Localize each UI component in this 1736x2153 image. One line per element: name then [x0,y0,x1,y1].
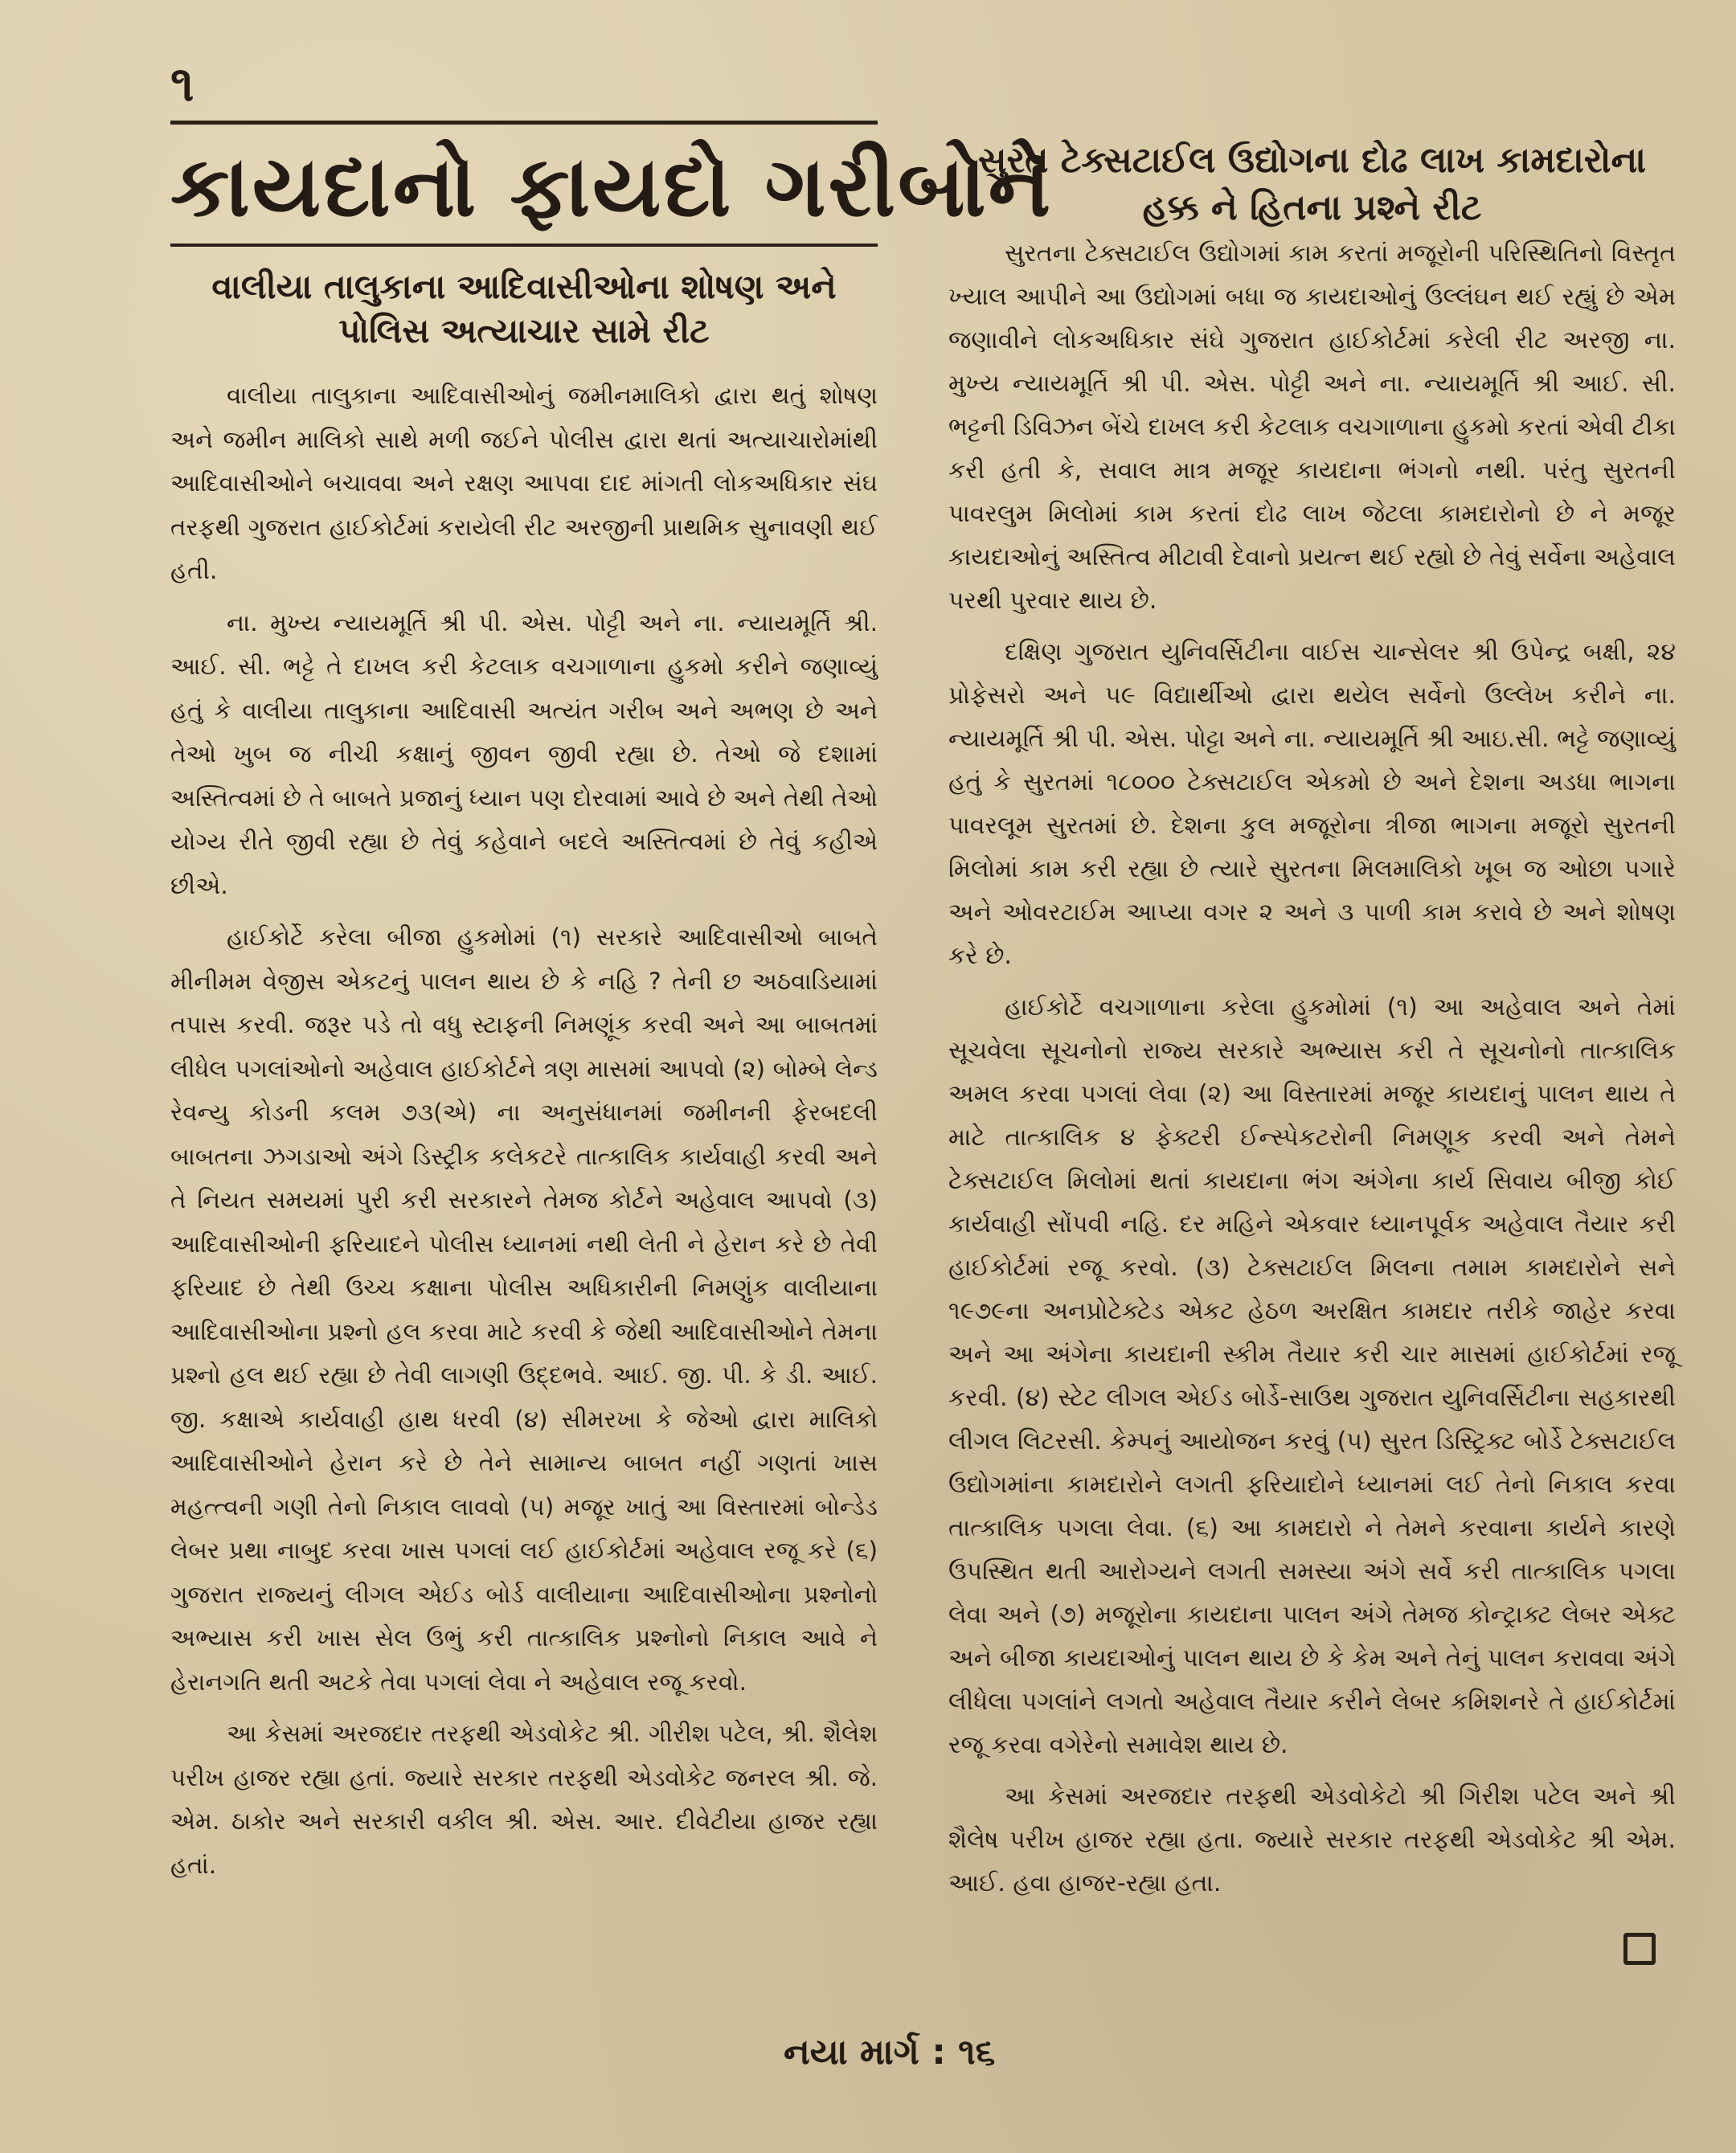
page-footer: નયા માર્ગ : ૧૬ [784,2032,996,2073]
right-article-headline: સુરત ટેક્સટાઈલ ઉદ્યોગના દોઢ લાખ કામદારોના હક્ક ને હિતના પ્રશ્ને રીટ [977,140,1647,229]
end-square-icon [1623,1933,1656,1965]
article-title: કાયદાનો ફાયદો ગરીબોને [170,137,1054,235]
corner-mark: ૧ [170,56,194,113]
article-subtitle: વાલીયા તાલુકાના આદિવાસીઓના શોષણ અને પોલિસ અત્યાચાર સામે રીટ [211,266,837,351]
right-article [948,137,1676,1985]
right-paragraph-3: હાઈકોર્ટે વચગાળાના કરેલા હુકમોમાં (૧) આ અહેવાલ અને તેમાં સૂચવેલા સૂચનોનો રાજ્ય સરકારે અભ્યાસ કરી તે સૂચનોનો તાત્કાલિક અમલ કરવા પગલાં લેવા (૨) આ વિસ્તારમાં મજૂર કાયદાનું પાલન થાય તે માટે તાત્કાલિક ૪ ફેક્ટરી ઈન્સ્પેકટરોની નિમણૂક કરવી અને તેમને ટેક્સટાઈલ મિલોમાં થતાં કાયદાના ભંગ અંગેના કાર્ય સિવાય બીજી કોઈ કાર્યવાહી સોંપવી નહિ. દર મહિને એકવાર ધ્યાનપૂર્વક અહેવાલ તૈયાર કરી હાઈકોર્ટમાં રજૂ કરવો. (૩) ટેક્સટાઈલ મિલના તમામ કામદારોને સને ૧૯૭૯ના અનપ્રોટેક્ટેડ એકટ હેઠળ અરક્ષિત કામદાર તરીકે જાહેર કરવા અને આ અંગેના કાયદાની સ્કીમ તૈયાર કરી ચાર માસમાં હાઈકોર્ટમાં રજૂ કરવી. (૪) સ્ટેટ લીગલ એઈડ બોર્ડે-સાઉથ ગુજરાત યુનિવર્સિટીના સહકારથી લીગલ લિટરસી. કેમ્પનું આયોજન કરવું (૫) સુરત ડિસ્ટ્રિક્ટ બોર્ડે ટેક્સટાઈલ ઉદ્યોગમાંના કામદારોને લગતી ફરિયાદોને ધ્યાનમાં લઈ તેનો નિકાલ કરવા તાત્કાલિક પગલા લેવા. (૬) આ કામદારો ને તેમને કરવાના કાર્યને કારણે ઉપસ્થિત થતી આરોગ્યને લગતી સમસ્યા અંગે સર્વે કરી તાત્કાલિક પગલા લેવા અને (૭) મજૂરોના કાયદાના પાલન અંગે તેમજ કોન્ટ્રાક્ટ લેબર એક્ટ અને બીજા કાયદાઓનું પાલન થાય છે કે કેમ અને તેનું પાલન કરાવવા અંગે લીધેલા પગલાંને લગતો અહેવાલ તૈયાર કરીને લેબર કમિશનરે તે હાઈકોર્ટમાં રજૂ કરવા વગેરેનો સમાવેશ થાય છે. [948,993,1676,1759]
left-article [170,121,1054,1969]
right-paragraph-2: દક્ષિણ ગુજરાત યુનિવર્સિટીના વાઈસ ચાન્સેલર શ્રી ઉપેન્દ્ર બક્ષી, ૨૪ પ્રોફેસરો અને ૫૯ વિદ્યાર્થીઓ દ્વારા થયેલ સર્વેનો ઉલ્લેખ કરીને ના. ન્યાયમૂર્તિ શ્રી પી. એસ. પોટ્ટા અને ના. ન્યાયમૂર્તિ શ્રી આઇ.સી. ભટ્ટે જણાવ્યું હતું કે સુરતમાં ૧૮૦૦૦ ટેક્સટાઈલ એકમો છે અને દેશના અડધા ભાગના પાવરલૂમ સુરતમાં છે. દેશના કુલ મજૂરોના ત્રીજા ભાગના મજૂરો સુરતની મિલોમાં કામ કરી રહ્યા છે ત્યારે સુરતના મિલમાલિકો ખૂબ જ ઓછા પગારે અને ઓવરટાઈમ આપ્યા વગર ૨ અને ૩ પાળી કામ કરાવે છે અને શોષણ કરે છે. [948,637,1676,970]
left-paragraph-3: હાઈકોર્ટે કરેલા બીજા હુકમોમાં (૧) સરકારે આદિવાસીઓ બાબતે મીનીમમ વેજીસ એકટનું પાલન થાય છે કે નહિ ? તેની છ અઠવાડિયામાં તપાસ કરવી. જરૂર પડે તો વધુ સ્ટાફની નિમણૂંક કરવી અને આ બાબતમાં લીધેલ પગલાંઓનો અહેવાલ હાઈકોર્ટને ત્રણ માસમાં આપવો (૨) બોમ્બે લેન્ડ રેવન્યુ કોડની કલમ ૭૩(એ) ના અનુસંધાનમાં જમીનની ફેરબદલી બાબતના ઝગડાઓ અંગે ડિસ્ટ્રીક કલેકટરે તાત્કાલિક કાર્યવાહી કરવી અને તે નિયત સમયમાં પુરી કરી સરકારને તેમજ કોર્ટને અહેવાલ આપવો (૩) આદિવાસીઓની ફરિયાદને પોલીસ ધ્યાનમાં નથી લેતી ને હેરાન કરે છે તેવી ફરિયાદ છે તેથી ઉચ્ચ કક્ષાના પોલીસ અધિકારીની નિમણુંક વાલીયાના આદિવાસીઓના પ્રશ્નો હલ કરવા માટે કરવી કે જેથી આદિવાસીઓને તેમના પ્રશ્નો હલ થઈ રહ્યા છે તેવી લાગણી ઉદ્દભવે. આઈ. જી. પી. કે ડી. આઈ. જી. કક્ષાએ કાર્યવાહી હાથ ધરવી (૪) સીમરખા કે જેઓ દ્વારા માલિકો આદિવાસીઓને હેરાન કરે છે તેને સામાન્ય બાબત નહીં ગણતાં ખાસ મહત્ત્વની ગણી તેનો નિકાલ લાવવો (૫) મજૂર ખાતું આ વિસ્તારમાં બોન્ડેડ લેબર પ્રથા નાબુદ કરવા ખાસ પગલાં લઈ હાઈકોર્ટમાં અહેવાલ રજૂ કરે (૬) ગુજરાત રાજ્યનું લીગલ એઈડ બોર્ડ વાલીયાના આદિવાસીઓના પ્રશ્નોનો અભ્યાસ કરી ખાસ સેલ ઉભું કરી તાત્કાલિક પ્રશ્નોનો નિકાલ આવે ને હેરાનગતિ થતી અટકે તેવા પગલાં લેવા ને અહેવાલ રજૂ કરવો. [170,923,878,1696]
top-rule [170,121,878,125]
left-paragraph-4: આ કેસમાં અરજદાર તરફથી એડવોકેટ શ્રી. ગીરીશ પટેલ, શ્રી. શૈલેશ પરીખ હાજર રહ્યા હતાં. જ્યારે સરકાર તરફથી એડવોકેટ જનરલ શ્રી. જે. એમ. ઠાકોર અને સરકારી વકીલ શ્રી. એસ. આર. દીવેટીયા હાજર રહ્યા હતાં. [170,1720,878,1879]
right-paragraph-4: આ કેસમાં અરજદાર તરફથી એડવોકેટો શ્રી ગિરીશ પટેલ અને શ્રી શૈલેષ પરીખ હાજર રહ્યા હતા. જ્યારે સરકાર તરફથી એડવોકેટ શ્રી એમ. આઈ. હવા હાજર-રહ્યા હતા. [948,1782,1676,1897]
left-paragraph-2: ના. મુખ્ય ન્યાયમૂર્તિ શ્રી પી. એસ. પોટ્ટી અને ના. ન્યાયમૂર્તિ શ્રી. આઈ. સી. ભટ્ટે તે દાખલ કરી કેટલાક વચગાળાના હુકમો કરીને જણાવ્યું હતું કે વાલીયા તાલુકાના આદિવાસી અત્યંત ગરીબ અને અભણ છે અને તેઓ ખુબ જ નીચી કક્ષાનું જીવન જીવી રહ્યા છે. તેઓ જે દશામાં અસ્તિત્વમાં છે તે બાબતે પ્રજાનું ધ્યાન પણ દોરવામાં આવે છે અને તેથી તેઓ યોગ્ય રીતે જીવી રહ્યા છે તેવું કહેવાને બદલે અસ્તિત્વમાં છે તેવું કહીએ છીએ. [170,608,878,899]
right-paragraph-1: સુરતના ટેક્સટાઈલ ઉદ્યોગમાં કામ કરતાં મજૂરોની પરિસ્થિતિનો વિસ્તૃત ખ્યાલ આપીને આ ઉદ્યોગમાં બધા જ કાયદાઓનું ઉલ્લંઘન થઈ રહ્યું છે એમ જણાવીને લોકઅધિકાર સંઘે ગુજરાત હાઈકોર્ટમાં કરેલી રીટ અરજી ના. મુખ્ય ન્યાયમૂર્તિ શ્રી પી. એસ. પોટ્ટી અને ના. ન્યાયમૂર્તિ શ્રી આઈ. સી. ભટ્ટની ડિવિઝન બેંચે દાખલ કરી કેટલાક વચગાળાના હુકમો કરતાં એવી ટીકા કરી હતી કે, સવાલ માત્ર મજૂર કાયદાના ભંગનો નથી. પરંતુ સુરતની પાવરલુમ મિલોમાં કામ કરતાં દોઢ લાખ જેટલા કામદારોનો છે ને મજૂર કાયદાઓનું અસ્તિત્વ મીટાવી દેવાનો પ્રયત્ન થઈ રહ્યો છે તેવું સર્વેના અહેવાલ પરથી પુરવાર થાય છે. [948,239,1676,615]
title-rule [170,244,878,247]
left-paragraph-1: વાલીયા તાલુકાના આદિવાસીઓનું જમીનમાલિકો દ્વારા થતું શોષણ અને જમીન માલિકો સાથે મળી જઈને પોલીસ દ્વારા થતાં અત્યાચારોમાંથી આદિવાસીઓને બચાવવા અને રક્ષણ આપવા દાદ માંગતી લોકઅધિકાર સંઘ તરફથી ગુજરાત હાઈકોર્ટમાં કરાયેલી રીટ અરજીની પ્રાથમિક સુનાવણી થઈ હતી. [170,382,878,585]
